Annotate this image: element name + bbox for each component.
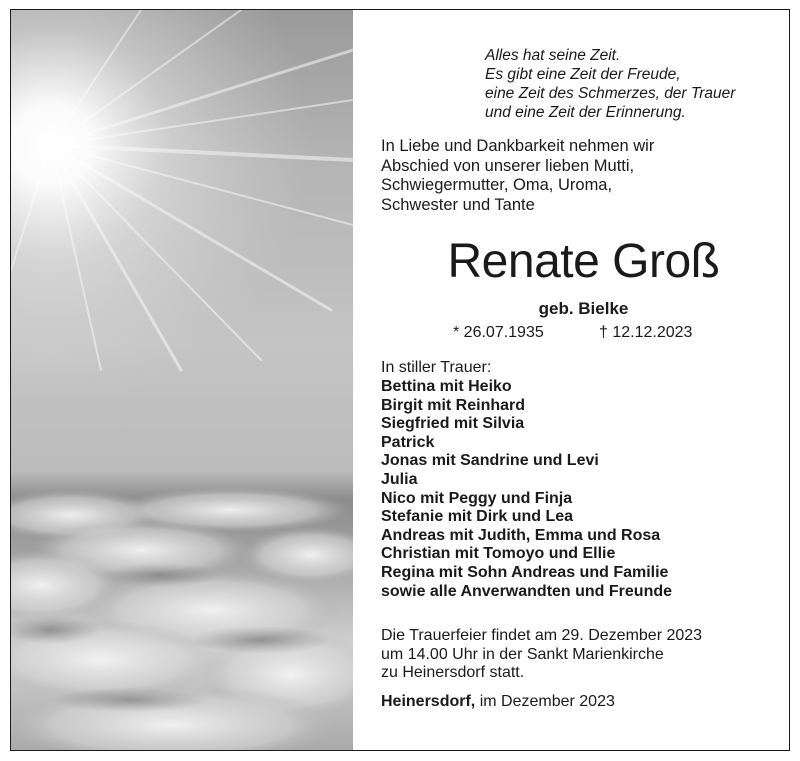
quote-line: Es gibt eine Zeit der Freude, <box>485 66 681 83</box>
intro-line: Abschied von unserer lieben Mutti, <box>381 156 635 175</box>
obituary-notice <box>10 9 790 751</box>
mourner-item: Andreas mit Judith, Emma und Rosa <box>381 526 661 544</box>
intro-line: In Liebe und Dankbarkeit nehmen wir <box>381 137 655 155</box>
quote <box>485 46 735 122</box>
place-date: im Dezember 2023 <box>479 693 615 710</box>
funeral-service-info <box>381 627 702 683</box>
obituary-text <box>381 10 786 751</box>
intro-text <box>381 137 654 215</box>
mourner-item: sowie alle Anverwandten und Freunde <box>381 582 673 600</box>
death-date: † 12.12.2023 <box>599 324 693 341</box>
mourner-item: Siegfried mit Silvia <box>381 415 525 433</box>
quote-line: und eine Zeit der Erinnerung. <box>485 104 686 121</box>
deceased-name: Renate Groß <box>447 235 720 288</box>
mourners-list <box>381 378 672 601</box>
mourner-item: Jonas mit Sandrine und Levi <box>381 452 599 470</box>
mourner-item: Christian mit Tomoyo und Ellie <box>381 545 616 563</box>
maiden-name: geb. Bielke <box>538 299 629 318</box>
quote-line: Alles hat seine Zeit. <box>485 47 621 64</box>
mourner-item: Patrick <box>381 433 435 451</box>
mourning-heading: In stiller Trauer: <box>381 359 492 376</box>
mourner-item: Nico mit Peggy und Finja <box>381 489 573 507</box>
mourner-item: Julia <box>381 470 418 488</box>
place-town: Heinersdorf, <box>381 693 476 710</box>
quote-line: eine Zeit des Schmerzes, der Trauer <box>485 85 736 102</box>
clouds-sunrays-photo <box>11 10 353 751</box>
birth-date: * 26.07.1935 <box>453 324 544 341</box>
place-date-line <box>381 692 615 712</box>
service-line: um 14.00 Uhr in der Sankt Marienkirche <box>381 645 664 663</box>
service-line: Die Trauerfeier findet am 29. Dezember 2023 <box>381 627 703 644</box>
mourner-item: Stefanie mit Dirk und Lea <box>381 508 574 526</box>
mourner-item: Birgit mit Reinhard <box>381 396 526 414</box>
service-line: zu Heinersdorf statt. <box>381 664 525 681</box>
mourner-item: Bettina mit Heiko <box>381 378 512 395</box>
intro-line: Schwiegermutter, Oma, Uroma, <box>381 176 613 194</box>
mourner-item: Regina mit Sohn Andreas und Familie <box>381 563 669 581</box>
intro-line: Schwester und Tante <box>381 195 535 214</box>
clouds-sunrays-image <box>11 10 353 751</box>
